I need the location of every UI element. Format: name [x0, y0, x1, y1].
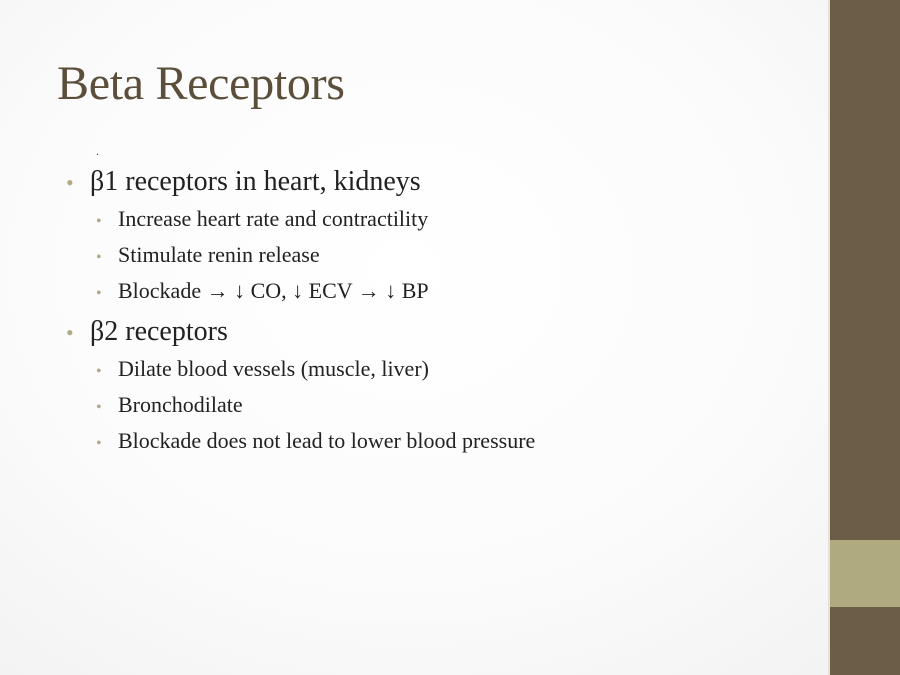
- stray-dot: .: [96, 144, 99, 158]
- bullet-icon: •: [96, 213, 102, 230]
- list-item: [96, 242, 320, 268]
- list-item-text: Blockade → ↓ CO, ↓ ECV → ↓ BP: [118, 278, 429, 303]
- bullet-icon: •: [66, 320, 74, 345]
- list-item-heading: [66, 166, 421, 198]
- list-item: [96, 392, 243, 418]
- list-item-text: Blockade does not lead to lower blood pressure: [118, 428, 536, 453]
- slide-title: Beta Receptors: [57, 57, 345, 110]
- bullet-icon: •: [96, 435, 102, 452]
- list-item-heading: [66, 316, 228, 348]
- list-item-text: Dilate blood vessels (muscle, liver): [118, 356, 429, 381]
- bullet-icon: •: [96, 399, 102, 416]
- list-item: [96, 278, 429, 304]
- list-item: [96, 428, 535, 454]
- decorative-band-accent: [830, 540, 900, 607]
- bullet-icon: •: [96, 249, 102, 266]
- bullet-icon: •: [96, 285, 102, 302]
- list-item: [96, 356, 429, 382]
- list-item-text: Bronchodilate: [118, 392, 243, 417]
- list-item-text: Stimulate renin release: [118, 242, 320, 267]
- section-heading: β2 receptors: [90, 316, 228, 347]
- bullet-icon: •: [96, 363, 102, 380]
- section-heading: β1 receptors in heart, kidneys: [90, 166, 421, 197]
- list-item: [96, 206, 428, 232]
- bullet-icon: •: [66, 170, 74, 195]
- list-item-text: Increase heart rate and contractility: [118, 206, 429, 231]
